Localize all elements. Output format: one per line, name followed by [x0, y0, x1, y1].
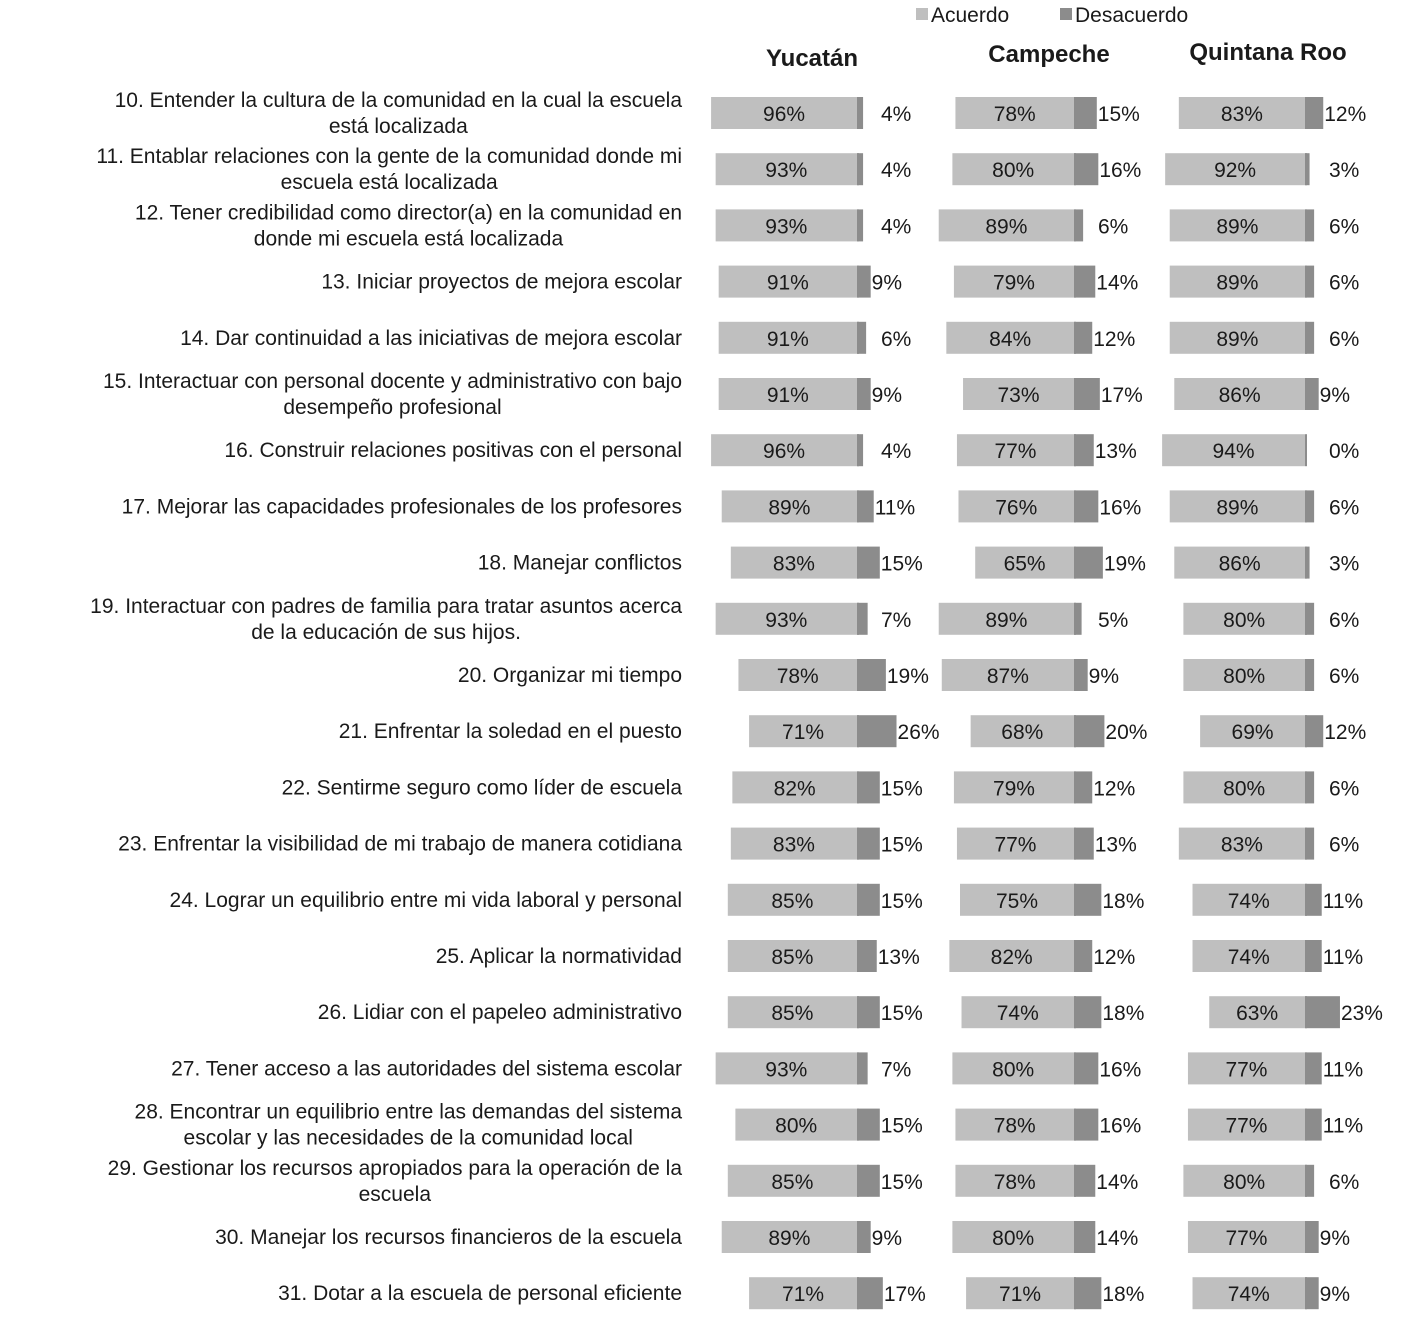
bar-disagree [1074, 996, 1101, 1028]
value-label-agree: 74% [1227, 1283, 1270, 1307]
category-label [90, 595, 682, 644]
bar-disagree [857, 715, 897, 747]
bar-disagree [1074, 1165, 1095, 1197]
bar-boundary [857, 266, 859, 298]
value-label-disagree: 6% [881, 327, 912, 351]
value-label-disagree: 9% [1319, 384, 1351, 407]
panel-title-campeche: Campeche [988, 41, 1110, 68]
value-label-agree: 80% [992, 159, 1035, 183]
category-label: 26. Lidiar con el papeleo administrativo [317, 1001, 682, 1025]
value-label-disagree: 4% [881, 440, 912, 464]
value-label-disagree: 16% [1099, 1058, 1142, 1082]
bar-disagree [1074, 322, 1092, 354]
legend-label-disagree: Desacuerdo [1075, 4, 1189, 27]
bar-boundary [1305, 603, 1307, 635]
value-label-disagree: 4% [881, 159, 912, 183]
bar-boundary [1074, 97, 1076, 129]
bar-boundary [1074, 996, 1076, 1028]
value-label-disagree: 6% [1329, 1170, 1360, 1194]
bar-boundary [1305, 940, 1307, 972]
value-label-disagree: 13% [1094, 440, 1137, 464]
value-label-agree: 80% [775, 1114, 818, 1138]
bar-disagree [1074, 884, 1101, 916]
value-label-disagree: 6% [1329, 665, 1360, 688]
bar-disagree [1074, 1109, 1098, 1141]
value-label-agree: 71% [782, 721, 825, 745]
bar-boundary [857, 659, 859, 691]
panel-title-yucatan: Yucatán [765, 45, 859, 72]
value-label-disagree: 6% [1329, 608, 1360, 632]
value-label-disagree: 3% [1329, 159, 1360, 183]
value-label-disagree: 20% [1105, 721, 1148, 745]
value-label-agree: 89% [768, 496, 811, 520]
bar-boundary [1305, 490, 1307, 522]
bar-boundary [1074, 547, 1076, 579]
bar-disagree [1074, 828, 1094, 860]
bar-boundary [857, 547, 859, 579]
bar-disagree [1305, 940, 1322, 972]
bar-disagree [857, 884, 880, 916]
bar-boundary [1074, 884, 1076, 916]
value-label-agree: 69% [1231, 721, 1274, 745]
category-labels [90, 89, 682, 1305]
bar-disagree [1305, 1221, 1319, 1253]
bar-disagree [1305, 1052, 1322, 1084]
bar-boundary [857, 322, 859, 354]
category-label: 14. Dar continuidad a las iniciativas de mejora escolar [180, 326, 682, 350]
bar-boundary [1074, 603, 1076, 635]
bar-boundary [1305, 434, 1307, 466]
bar-boundary [1305, 97, 1307, 129]
value-label-agree: 77% [1225, 1114, 1268, 1138]
bar-boundary [1074, 828, 1076, 860]
legend [916, 4, 1188, 27]
value-label-disagree: 9% [871, 384, 903, 407]
bar-disagree [1305, 1277, 1319, 1309]
value-label-agree: 77% [1225, 1227, 1268, 1250]
category-label [135, 201, 682, 250]
bar-disagree [857, 996, 880, 1028]
bar-boundary [1074, 1052, 1076, 1084]
value-label-agree: 78% [993, 103, 1036, 126]
value-label-disagree: 15% [1097, 103, 1140, 126]
category-label-line: 11. Entablar relaciones con la gente de la comunidad donde mi [96, 145, 682, 169]
value-label-disagree: 15% [880, 552, 923, 576]
bar-boundary [857, 884, 859, 916]
bar-disagree [1074, 771, 1092, 803]
category-label [108, 1157, 683, 1206]
category-label-line: 10. Entender la cultura de la comunidad en la cual la escuela [114, 89, 682, 112]
value-label-disagree: 15% [880, 777, 923, 801]
value-label-disagree: 7% [881, 608, 912, 632]
bar-boundary [1305, 1109, 1307, 1141]
bar-disagree [1074, 940, 1092, 972]
bar-boundary [1074, 771, 1076, 803]
value-label-disagree: 18% [1102, 1283, 1145, 1307]
value-label-agree: 89% [1216, 271, 1259, 295]
value-label-agree: 79% [992, 777, 1035, 801]
value-label-agree: 94% [1212, 440, 1255, 464]
bar-boundary [1305, 378, 1307, 410]
category-label [135, 1101, 683, 1150]
bar-boundary [857, 603, 859, 635]
value-label-agree: 82% [990, 946, 1033, 969]
value-label-disagree: 16% [1099, 159, 1142, 183]
value-label-agree: 89% [985, 215, 1028, 239]
value-label-disagree: 26% [897, 721, 940, 745]
value-label-agree: 92% [1214, 159, 1257, 183]
category-label [96, 145, 682, 194]
bar-boundary [857, 996, 859, 1028]
value-label-agree: 79% [992, 271, 1035, 295]
value-label-disagree: 11% [1322, 1058, 1364, 1082]
bar-boundary [857, 490, 859, 522]
bar-disagree [1074, 1221, 1095, 1253]
bar-disagree [1305, 378, 1319, 410]
category-label-line: está localizada [328, 115, 468, 138]
value-label-agree: 83% [1220, 833, 1263, 857]
bar-boundary [1305, 659, 1307, 691]
bar-disagree [857, 940, 877, 972]
category-label: 25. Aplicar la normatividad [435, 945, 682, 968]
bar-boundary [1305, 1221, 1307, 1253]
category-label: 31. Dotar a la escuela de personal eficiente [278, 1282, 682, 1306]
value-label-disagree: 6% [1329, 215, 1360, 239]
value-label-agree: 93% [765, 159, 808, 183]
value-label-agree: 89% [985, 608, 1028, 632]
bar-boundary [857, 771, 859, 803]
value-label-agree: 73% [997, 384, 1040, 407]
value-label-disagree: 23% [1340, 1002, 1383, 1026]
bar-disagree [857, 1165, 880, 1197]
bar-boundary [1074, 490, 1076, 522]
value-label-disagree: 9% [1088, 665, 1120, 688]
value-label-disagree: 6% [1098, 215, 1129, 239]
value-label-disagree: 6% [1329, 327, 1360, 351]
value-label-agree: 82% [773, 777, 816, 801]
bar-boundary [1305, 547, 1307, 579]
category-label-line: 12. Tener credibilidad como director(a) en la comunidad en [134, 201, 682, 225]
value-label-disagree: 12% [1093, 327, 1136, 351]
category-label [103, 370, 682, 419]
bar-disagree [1074, 1052, 1098, 1084]
value-label-agree: 91% [766, 271, 809, 295]
value-label-disagree: 9% [1319, 1227, 1351, 1250]
value-label-disagree: 16% [1099, 496, 1142, 520]
bar-disagree [1305, 97, 1323, 129]
bar-disagree [857, 1277, 883, 1309]
category-label-line: de la educación de sus hijos. [251, 620, 521, 644]
bar-boundary [1074, 153, 1076, 185]
bar-boundary [857, 1165, 859, 1197]
bar-boundary [857, 828, 859, 860]
value-label-agree: 84% [989, 327, 1032, 351]
category-label-line: 28. Encontrar un equilibrio entre las demandas del sistema [134, 1100, 682, 1124]
bar-boundary [1074, 940, 1076, 972]
value-label-disagree: 18% [1102, 889, 1145, 913]
value-label-agree: 78% [776, 665, 819, 688]
legend-swatch-agree [916, 8, 928, 20]
value-label-agree: 80% [1223, 665, 1266, 688]
category-label: 18. Manejar conflictos [477, 551, 682, 575]
bar-boundary [857, 1052, 859, 1084]
bar-boundary [1305, 828, 1307, 860]
value-label-disagree: 6% [1329, 833, 1360, 857]
bar-boundary [1074, 209, 1076, 241]
bar-boundary [857, 940, 859, 972]
value-label-agree: 89% [1216, 327, 1259, 351]
value-label-agree: 89% [1216, 496, 1259, 520]
value-label-agree: 80% [992, 1058, 1035, 1082]
value-label-agree: 80% [992, 1227, 1035, 1250]
value-label-disagree: 19% [1103, 552, 1146, 576]
bar-disagree [1074, 153, 1098, 185]
bar-disagree [1305, 1109, 1322, 1141]
value-label-agree: 77% [1225, 1058, 1268, 1082]
value-label-disagree: 15% [880, 833, 923, 857]
category-label-line: 15. Interactuar con personal docente y administrativo con bajo [102, 370, 682, 393]
value-label-disagree: 14% [1096, 271, 1139, 295]
bar-boundary [1074, 659, 1076, 691]
value-label-disagree: 19% [886, 665, 929, 688]
value-label-agree: 77% [994, 833, 1037, 857]
value-label-disagree: 12% [1324, 103, 1367, 126]
value-label-disagree: 6% [1329, 777, 1360, 801]
value-label-agree: 83% [772, 552, 815, 576]
value-label-disagree: 15% [880, 1114, 923, 1138]
value-label-agree: 80% [1223, 1170, 1266, 1194]
bar-boundary [857, 1221, 859, 1253]
bar-disagree [1305, 715, 1323, 747]
value-label-disagree: 3% [1329, 552, 1360, 576]
value-label-agree: 89% [768, 1227, 811, 1250]
category-label-line: donde mi escuela está localizada [253, 227, 564, 251]
bar-boundary [1305, 884, 1307, 916]
value-label-agree: 93% [765, 1058, 808, 1082]
value-label-agree: 83% [772, 833, 815, 857]
bar-boundary [1305, 153, 1307, 185]
value-label-agree: 96% [763, 103, 806, 126]
value-label-agree: 71% [782, 1283, 825, 1307]
bar-disagree [857, 490, 874, 522]
bar-boundary [857, 153, 859, 185]
value-label-agree: 78% [993, 1114, 1036, 1138]
value-label-disagree: 11% [1322, 946, 1364, 969]
bar-boundary [1305, 771, 1307, 803]
bar-disagree [1074, 547, 1103, 579]
bar-boundary [1305, 209, 1307, 241]
value-label-agree: 63% [1236, 1002, 1279, 1026]
value-label-disagree: 6% [1329, 271, 1360, 295]
category-label-line: escuela [358, 1182, 432, 1206]
bar-boundary [1305, 266, 1307, 298]
bar-boundary [857, 1109, 859, 1141]
bar-disagree [1305, 996, 1340, 1028]
value-label-disagree: 17% [1100, 384, 1143, 407]
value-label-disagree: 11% [1322, 1114, 1364, 1138]
value-label-agree: 93% [765, 608, 808, 632]
value-label-disagree: 9% [871, 271, 903, 295]
value-label-agree: 85% [771, 1002, 814, 1026]
value-label-agree: 89% [1216, 215, 1259, 239]
bar-disagree [1305, 884, 1322, 916]
value-label-agree: 93% [765, 215, 808, 239]
value-label-disagree: 16% [1099, 1114, 1142, 1138]
value-label-agree: 91% [766, 384, 809, 407]
category-label: 23. Enfrentar la visibilidad de mi trabajo de manera cotidiana [118, 832, 682, 856]
value-label-agree: 86% [1218, 384, 1261, 407]
value-label-disagree: 6% [1329, 496, 1360, 520]
value-label-disagree: 12% [1324, 721, 1367, 745]
value-label-agree: 78% [993, 1170, 1036, 1194]
category-label: 27. Tener acceso a las autoridades del sistema escolar [171, 1057, 682, 1081]
value-label-agree: 87% [986, 665, 1029, 688]
value-label-agree: 74% [1227, 946, 1270, 969]
bar-disagree [1074, 266, 1095, 298]
bar-boundary [1305, 996, 1307, 1028]
category-label: 16. Construir relaciones positivas con el personal [224, 439, 682, 463]
bar-boundary [1074, 1109, 1076, 1141]
bar-boundary [1305, 1052, 1307, 1084]
bar-boundary [1074, 434, 1076, 466]
bar-disagree [1074, 659, 1088, 691]
value-label-agree: 71% [999, 1283, 1042, 1307]
bar-boundary [857, 378, 859, 410]
bar-disagree [1074, 715, 1104, 747]
value-label-disagree: 11% [874, 496, 916, 520]
value-label-disagree: 7% [881, 1058, 912, 1082]
value-label-agree: 76% [995, 496, 1038, 520]
value-label-disagree: 0% [1329, 440, 1360, 464]
bar-boundary [1305, 322, 1307, 354]
value-label-agree: 80% [1223, 777, 1266, 801]
value-label-disagree: 18% [1102, 1002, 1145, 1026]
bar-boundary [1074, 266, 1076, 298]
bar-disagree [857, 659, 886, 691]
category-label: 13. Iniciar proyectos de mejora escolar [321, 270, 682, 294]
category-label: 30. Manejar los recursos financieros de la escuela [215, 1226, 682, 1249]
value-label-disagree: 4% [881, 103, 912, 126]
bar-boundary [857, 1277, 859, 1309]
value-label-agree: 74% [996, 1002, 1039, 1026]
category-label-line: escolar y las necesidades de la comunidad local [183, 1126, 633, 1150]
value-label-agree: 91% [766, 327, 809, 351]
bar-disagree [1074, 434, 1094, 466]
value-label-disagree: 4% [881, 215, 912, 239]
category-label [115, 89, 683, 138]
bar-boundary [1074, 322, 1076, 354]
bar-disagree [857, 378, 871, 410]
value-label-disagree: 13% [877, 946, 920, 969]
bar-disagree [857, 547, 880, 579]
category-label-line: desempeño profesional [283, 396, 502, 419]
value-label-agree: 80% [1223, 608, 1266, 632]
bar-disagree [1074, 1277, 1101, 1309]
value-label-disagree: 14% [1096, 1170, 1139, 1194]
value-label-agree: 75% [995, 889, 1039, 913]
value-label-disagree: 9% [1319, 1283, 1351, 1307]
value-label-disagree: 11% [1322, 889, 1364, 913]
bar-disagree [1074, 378, 1100, 410]
bar-disagree [857, 828, 880, 860]
bar-boundary [1074, 715, 1076, 747]
legend-label-agree: Acuerdo [931, 4, 1010, 27]
category-label-line: 29. Gestionar los recursos apropiados para la operación de la [107, 1156, 682, 1180]
bar-boundary [1305, 715, 1307, 747]
value-label-agree: 65% [1003, 552, 1046, 576]
value-label-agree: 85% [771, 1170, 814, 1194]
category-label: 24. Lograr un equilibrio entre mi vida laboral y personal [169, 888, 682, 912]
bar-disagree [857, 1221, 871, 1253]
value-label-agree: 77% [994, 440, 1037, 464]
bar-boundary [857, 97, 859, 129]
bar-disagree [857, 771, 880, 803]
category-label: 17. Mejorar las capacidades profesionales de los profesores [121, 495, 682, 519]
panel-title-quintana-roo: Quintana Roo [1189, 39, 1347, 66]
bar-boundary [857, 715, 859, 747]
bar-boundary [1074, 1165, 1076, 1197]
bar-boundary [1074, 378, 1076, 410]
value-label-disagree: 9% [871, 1227, 903, 1250]
value-label-agree: 68% [1001, 721, 1044, 745]
value-label-disagree: 15% [880, 889, 923, 913]
category-label-line: escuela está localizada [280, 171, 498, 195]
value-label-agree: 85% [771, 889, 814, 913]
category-label: 22. Sentirme seguro como líder de escuela [281, 776, 682, 800]
value-label-agree: 96% [763, 440, 806, 464]
value-label-disagree: 12% [1093, 946, 1136, 969]
value-label-disagree: 15% [880, 1170, 923, 1194]
value-label-disagree: 13% [1094, 833, 1137, 857]
bar-disagree [857, 1109, 880, 1141]
category-label: 20. Organizar mi tiempo [457, 664, 682, 687]
legend-swatch-disagree [1060, 8, 1072, 20]
value-label-disagree: 15% [880, 1002, 923, 1026]
value-label-disagree: 12% [1093, 777, 1136, 801]
bar-boundary [1074, 1277, 1076, 1309]
bar-disagree [1074, 97, 1097, 129]
value-label-disagree: 14% [1096, 1227, 1139, 1250]
panel-titles [766, 39, 1347, 72]
value-label-disagree: 17% [883, 1283, 926, 1307]
bar-boundary [857, 434, 859, 466]
value-label-agree: 83% [1220, 103, 1263, 126]
category-label: 21. Enfrentar la soledad en el puesto [338, 720, 682, 744]
bar-boundary [1305, 1165, 1307, 1197]
value-label-agree: 74% [1227, 889, 1270, 913]
bar-boundary [857, 209, 859, 241]
bar-boundary [1305, 1277, 1307, 1309]
category-label-line: 19. Interactuar con padres de familia para tratar asuntos acerca [90, 594, 682, 618]
bar-boundary [1074, 1221, 1076, 1253]
bar-disagree [1074, 490, 1098, 522]
value-label-agree: 85% [771, 946, 814, 969]
bar-disagree [857, 266, 871, 298]
value-label-agree: 86% [1218, 552, 1261, 576]
value-label-disagree: 5% [1098, 608, 1129, 632]
